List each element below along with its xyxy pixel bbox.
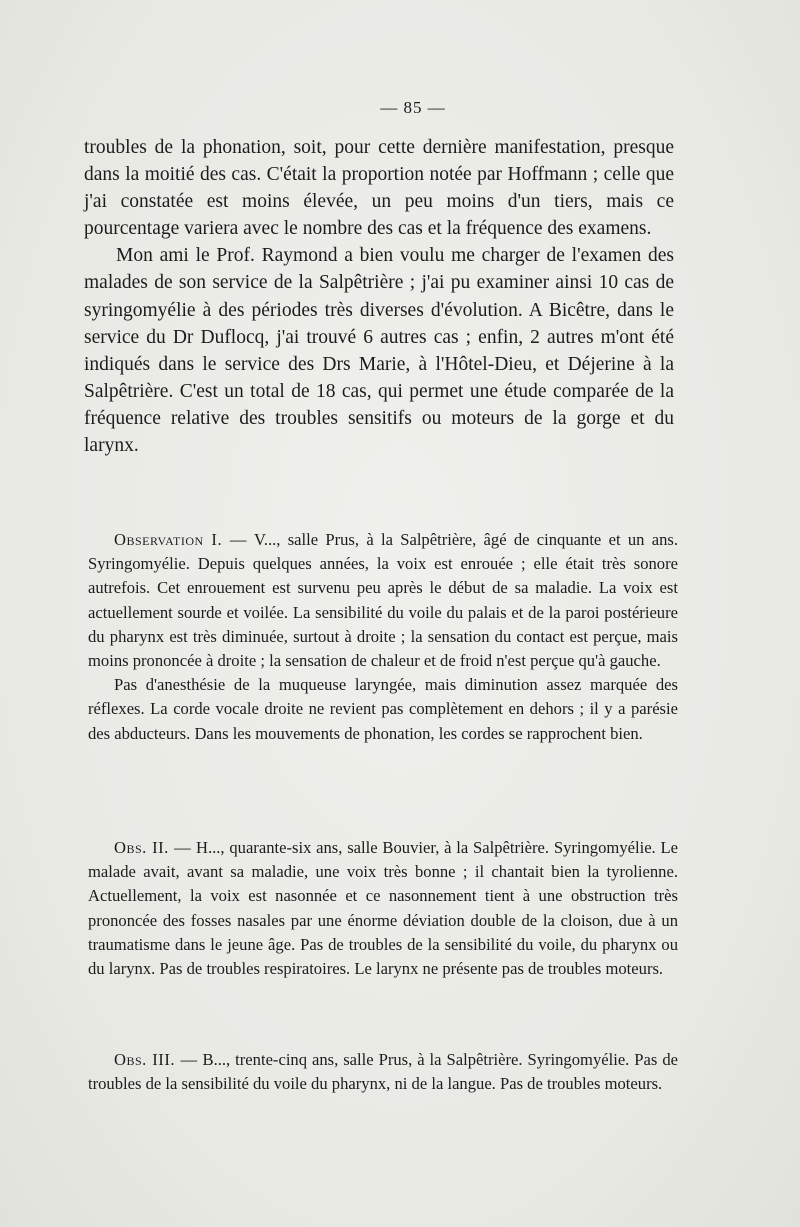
observation-1 (88, 528, 678, 746)
observation-1-text-1: V..., salle Prus, à la Salpêtrière, âgé de cinquante et un ans. Syringomyélie. Depuis quelques années, la voix est enrouée ; elle était très sonore autrefois. Cet enrouement est survenu peu après le début de sa maladie. La voix est actuellement sourde et voilée. La sensibilité du voile du palais et de la paroi postérieure du pharynx est très diminuée, surtout à droite ; la sensation du contact est perçue, mais moins prononcée à droite ; la sensation de chaleur et de froid n'est perçue qu'à gauche. (88, 530, 678, 671)
paragraph-raymond: Mon ami le Prof. Raymond a bien voulu me charger de l'examen des malades de son service de la Salpêtrière ; j'ai pu examiner ainsi 10 cas de syringomyélie à des périodes très diverses d'évolution. A Bicêtre, dans le service du Dr Duflocq, j'ai trouvé 6 autres cas ; enfin, 2 autres m'ont été indiqués dans le service des Drs Marie, à l'Hôtel-Dieu, et Déjerine à la Salpêtrière. C'est un total de 18 cas, qui permet une étude comparée de la fréquence relative des troubles sensitifs ou moteurs de la gorge et du larynx. (84, 245, 674, 457)
observation-3-text-1: B..., trente-cinq ans, salle Prus, à la Salpêtrière. Syringomyélie. Pas de troubles de la sensibilité du voile du pharynx, ni de la langue. Pas de troubles moteurs. (88, 1050, 678, 1094)
observation-2-paragraph-1 (88, 836, 678, 981)
page-number: — 85 — (380, 98, 446, 117)
paragraph-continued: troubles de la phonation, soit, pour cette dernière manifestation, presque dans la moitié des cas. C'était la proportion notée par Hoffmann ; celle que j'ai constatée est moins élevée, un peu moins d'un tiers, mais ce pourcentage variera avec le nombre des cas et la fréquence des examens. (84, 137, 674, 240)
observation-3-heading: Obs. III. — (114, 1050, 198, 1069)
observation-1-heading: Observation I. — (114, 530, 247, 549)
observation-2-heading: Obs. II. — (114, 838, 192, 857)
observation-1-paragraph-2: Pas d'anesthésie de la muqueuse laryngée, mais diminution assez marquée des réflexes. La corde vocale droite ne revient pas complètement en dehors ; il y a parésie des abducteurs. Dans les mouvements de phonation, les cordes se rapprochent bien. (88, 675, 678, 743)
observation-2-text-1: H..., quarante-six ans, salle Bouvier, à la Salpêtrière. Syringomyélie. Le malade avait, avant sa maladie, une voix très bonne ; il chantait bien la tyrolienne. Actuellement, la voix est nasonnée et ce nasonnement tient à une obstruction très prononcée des fosses nasales par une énorme déviation double de la cloison, due à un traumatisme dans le jeune âge. Pas de troubles de la sensibilité du voile, du pharynx ou du larynx. Pas de troubles respiratoires. Le larynx ne présente pas de troubles moteurs. (88, 838, 678, 979)
main-text (84, 134, 674, 459)
observation-1-paragraph-1 (88, 528, 678, 673)
observation-3 (88, 1048, 678, 1096)
observation-3-paragraph-1 (88, 1048, 678, 1096)
observation-2 (88, 836, 678, 981)
